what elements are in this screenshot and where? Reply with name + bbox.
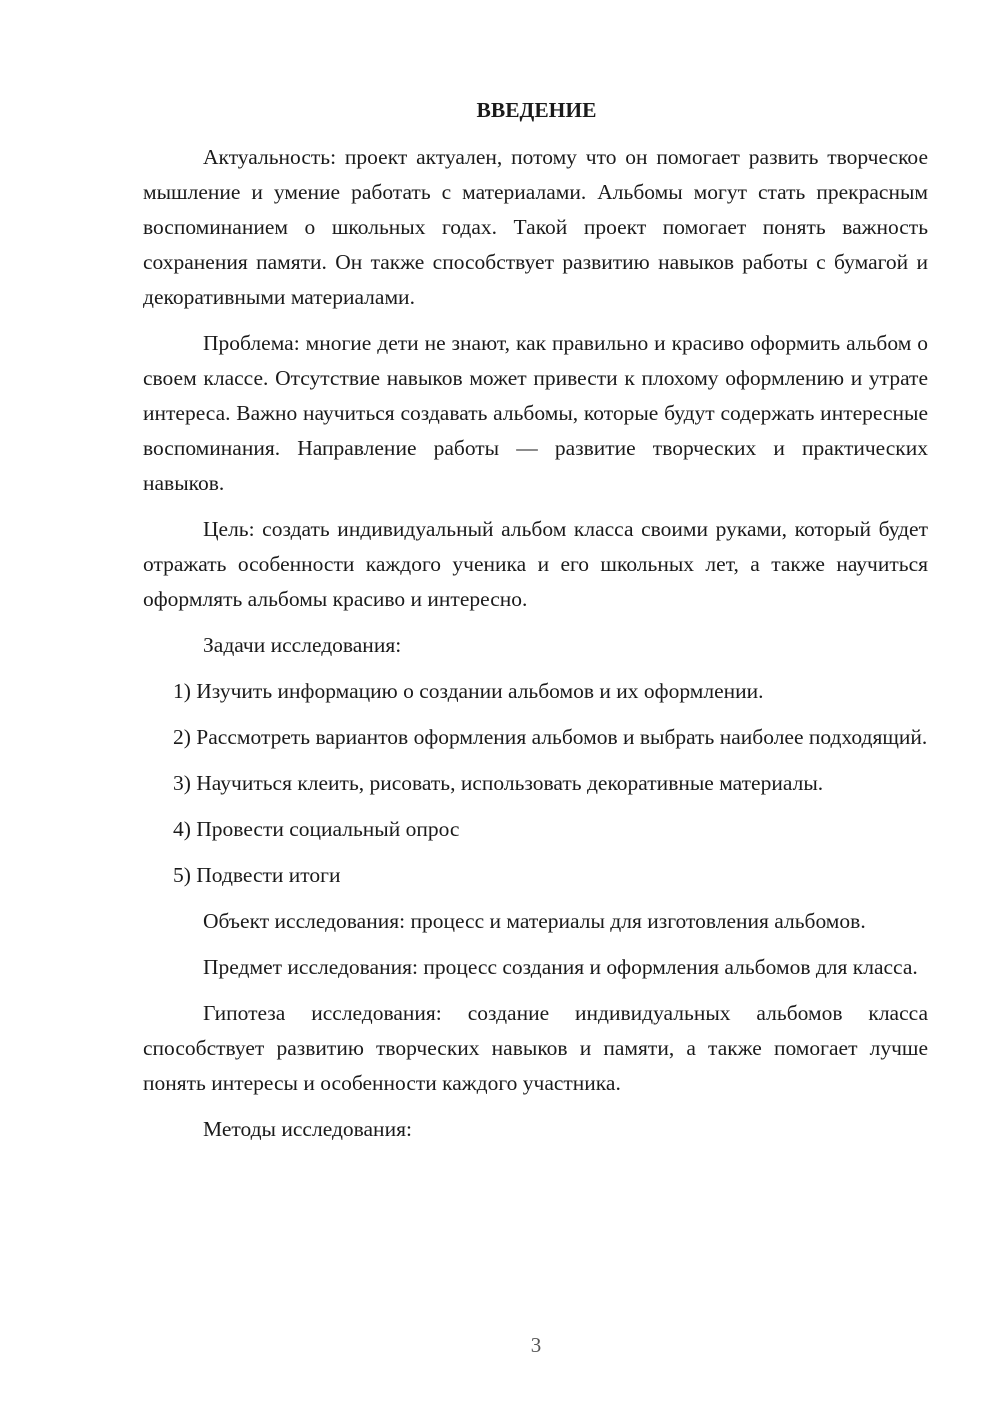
paragraph-goal: Цель: создать индивидуальный альбом класса своими руками, который будет отражать особенности каждого ученика и его школьных лет, а также научиться оформлять альбомы красиво и интересно.: [143, 517, 928, 611]
methods-heading: Методы исследования:: [203, 1117, 412, 1141]
task-item-1: 1) Изучить информацию о создании альбомов и их оформлении.: [173, 679, 764, 703]
paragraph-relevance: Актуальность: проект актуален, потому что он помогает развить творческое мышление и умение работать с материалами. Альбомы могут стать прекрасным воспоминанием о школьных годах. Такой проект помогает понять важность сохранения памяти. Он также способствует развитию навыков работы с бумагой и декоративными материалами.: [143, 145, 928, 309]
paragraph-object: Объект исследования: процесс и материалы для изготовления альбомов.: [203, 909, 866, 933]
paragraph-subject: Предмет исследования: процесс создания и оформления альбомов для класса.: [203, 955, 918, 979]
document-page: [143, 95, 928, 1158]
paragraph-problem: Проблема: многие дети не знают, как правильно и красиво оформить альбом о своем классе. Отсутствие навыков может привести к плохому оформлению и утрате интереса. Важно научиться создавать альбомы, которые будут содержать интересные воспоминания. Направление работы — развитие творческих и практических навыков.: [143, 331, 928, 495]
page-number: 3: [530, 1333, 542, 1357]
task-item-3: 3) Научиться клеить, рисовать, использовать декоративные материалы.: [173, 771, 824, 795]
tasks-heading: Задачи исследования:: [203, 633, 402, 657]
paragraph-hypothesis: Гипотеза исследования: создание индивидуальных альбомов класса способствует развитию творческих навыков и памяти, а также помогает лучше понять интересы и особенности каждого участника.: [143, 1001, 928, 1095]
task-item-5: 5) Подвести итоги: [173, 863, 341, 887]
task-item-2: 2) Рассмотреть вариантов оформления альбомов и выбрать наиболее подходящий.: [173, 725, 928, 749]
task-item-4: 4) Провести социальный опрос: [173, 817, 460, 841]
section-title: ВВЕДЕНИЕ: [476, 98, 597, 122]
